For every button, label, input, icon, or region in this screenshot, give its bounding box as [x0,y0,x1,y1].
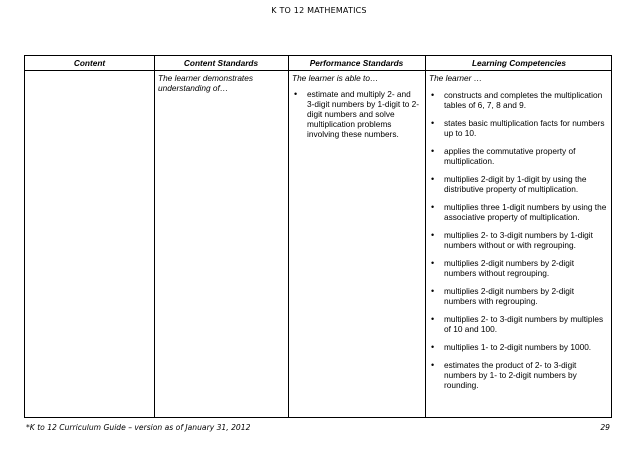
learning-competencies-intro: The learner … [429,73,483,83]
competency-item: • multiplies 2-digit by 1-digit by using the distributive property of multiplication. [429,174,607,194]
content-standards-cell [158,73,270,93]
column-header-performance-standards: Performance Standards [309,58,404,68]
page-header-title: K TO 12 MATHEMATICS [271,6,367,15]
content-standards-intro: The learner demonstrates understanding of… [158,73,254,93]
column-divider [154,56,155,417]
competency-item: • multiplies 2- to 3-digit numbers by 1-digit numbers without or with regrouping. [429,230,607,250]
competency-item: • multiplies 1- to 2-digit numbers by 1000. [429,342,607,352]
footer-version-note: *K to 12 Curriculum Guide – version as of January 31, 2012 [26,423,251,432]
column-divider [288,56,289,417]
competency-item: • constructs and completes the multiplication tables of 6, 7, 8 and 9. [429,90,607,110]
column-header-content-standards: Content Standards [183,58,259,68]
competency-item: • states basic multiplication facts for numbers up to 10. [429,118,607,138]
column-divider [425,56,426,417]
column-header-learning-competencies: Learning Competencies [471,58,567,68]
header-row-divider [25,70,611,71]
page-number: 29 [600,423,610,432]
performance-standards-cell [292,73,420,139]
competency-item: • multiplies 2-digit numbers by 2-digit numbers with regrouping. [429,286,607,306]
competency-item: • multiplies three 1-digit numbers by using the associative property of multiplication. [429,202,607,222]
competency-item: • applies the commutative property of multiplication. [429,146,607,166]
curriculum-table [24,55,612,418]
competency-item: • multiplies 2- to 3-digit numbers by multiples of 10 and 100. [429,314,607,334]
performance-standard-item: • estimate and multiply 2- and 3-digit numbers by 1-digit to 2-digit numbers and solve multiplication problems involving these numbers. [292,89,420,139]
performance-standards-intro: The learner is able to… [292,73,379,83]
learning-competencies-cell [429,73,607,398]
column-header-content: Content [73,58,106,68]
competency-item: • multiplies 2-digit numbers by 2-digit numbers without regrouping. [429,258,607,278]
competency-item: • estimates the product of 2- to 3-digit numbers by 1- to 2-digit numbers by rounding. [429,360,607,390]
